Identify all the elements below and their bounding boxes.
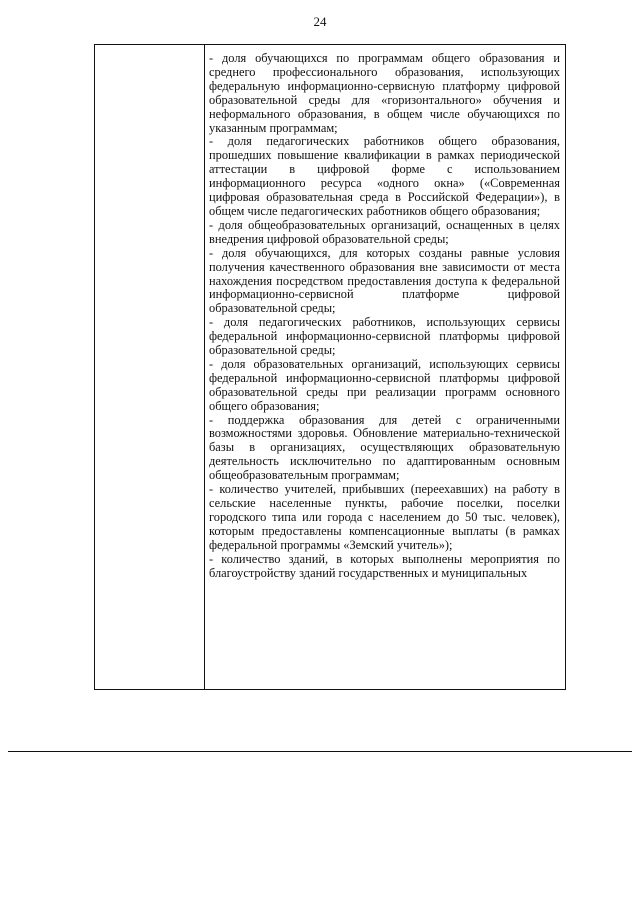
- indicator-item: - доля педагогических работников, использующих сервисы федеральной информационно-сервисной платформы цифровой образовательной среды;: [209, 315, 560, 358]
- indicator-item: - доля обучающихся, для которых созданы равные условия получения качественного образования вне зависимости от места нахождения посредством предоставления доступа к федеральной информационно-сервисной платформе цифровой образовательной среды;: [209, 245, 560, 316]
- indicator-item: - доля общеобразовательных организаций, оснащенных в целях внедрения цифровой образовательной среды;: [209, 217, 560, 246]
- page-number: 24: [313, 14, 327, 29]
- table-left-cell: [95, 45, 205, 689]
- indicator-item: - доля обучающихся по программам общего образования и среднего профессионального образования, использующих федеральную информационно-сервисную платформу цифровой образовательной среды для «горизонтального» обучения и неформального образования, в общем числе обучающихся по указанным программам;: [209, 51, 560, 135]
- table-right-cell: [206, 45, 565, 689]
- content-table: [94, 44, 566, 690]
- indicator-item: - количество зданий, в которых выполнены мероприятия по благоустройству зданий государственных и муниципальных: [209, 551, 560, 580]
- indicator-item: - поддержка образования для детей с ограниченными возможностями здоровья. Обновление материально-технической базы в организациях, осуществляющих образовательную деятельность исключительно по адаптированным основным общеобразовательным программам;: [209, 412, 560, 483]
- footer-divider: [8, 751, 632, 752]
- indicator-item: - доля образовательных организаций, использующих сервисы федеральной информационно-сервисной платформы цифровой образовательной среды при реализации программ основного общего образования;: [209, 356, 560, 413]
- indicator-item: - количество учителей, прибывших (переехавших) на работу в сельские населенные пункты, рабочие поселки, поселки городского типа или города с населением до 50 тыс. человек), которым предоставлены компенсационные выплаты (в рамках федеральной программы «Земский учитель»);: [209, 482, 560, 552]
- indicator-item: - доля педагогических работников общего образования, прошедших повышение квалификации в рамках периодической аттестации в цифровой форме с использованием информационного ресурса «одного окна» («Современная цифровая образовательная среда в Российской Федерации»), в общем числе педагогических работников общего образования;: [209, 134, 560, 218]
